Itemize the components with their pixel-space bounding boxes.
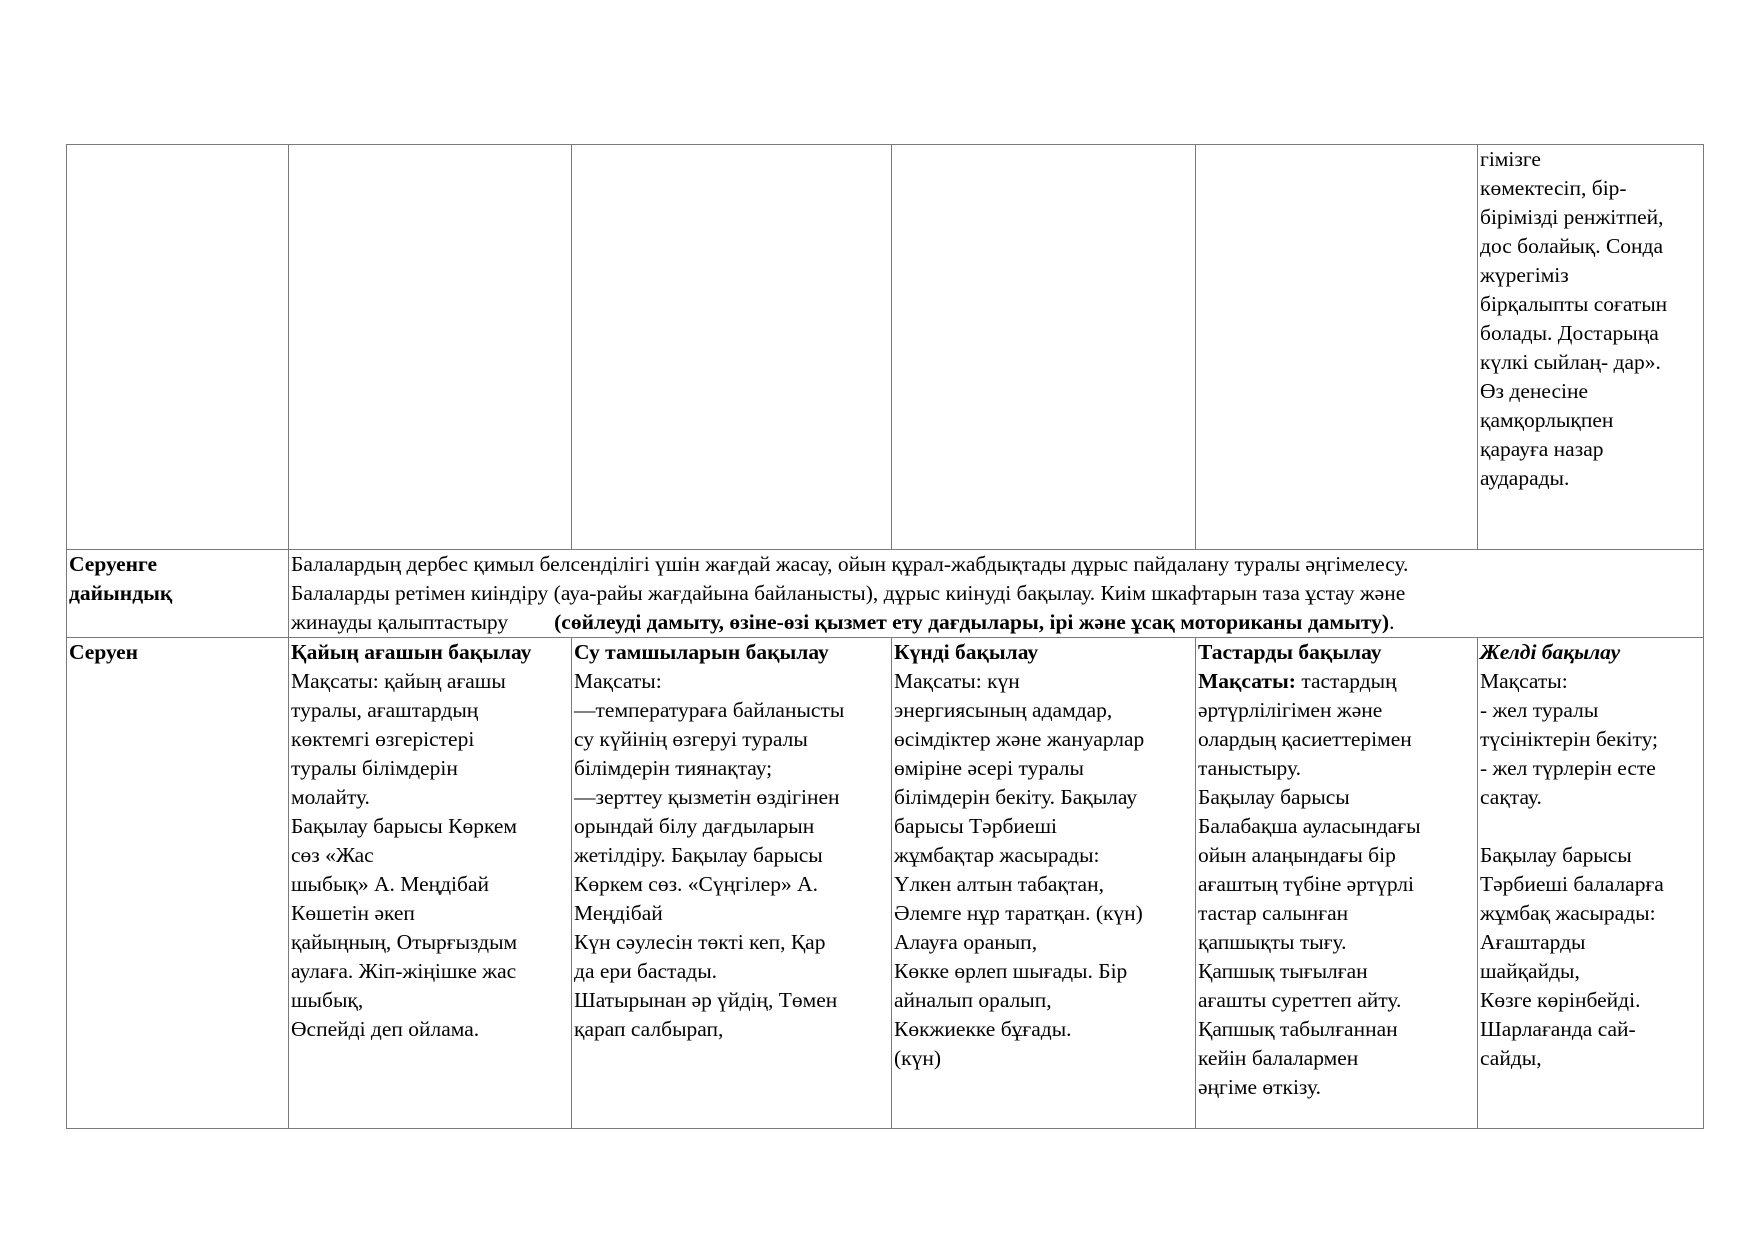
walk-cell-waterdrops xyxy=(572,638,892,1129)
text-line: аулаға. Жіп-жіңішке жас xyxy=(291,959,517,983)
text-line: айналып оралып, xyxy=(894,988,1052,1012)
prep-text-line xyxy=(291,608,1701,637)
prep-text-bold: (сөйлеуді дамыту, өзіне-өзі қызмет ету дағдылары, ірі және ұсақ моториканы дамыту) xyxy=(554,610,1390,634)
text-line: Ағаштарды xyxy=(1480,930,1586,954)
text-line: Шарлағанда сай- xyxy=(1480,1017,1636,1041)
text-line: ағаштың түбіне әртүрлі xyxy=(1198,872,1414,896)
text-line: Алауға оранып, xyxy=(894,930,1038,954)
text-line: ойын алаңындағы бір xyxy=(1198,843,1396,867)
text-line: жетілдіру. Бақылау барысы xyxy=(574,843,823,867)
text-line: көктемгі өзгерістері xyxy=(291,727,475,751)
text-line: Мақсаты: xyxy=(1480,669,1568,693)
text-line: Көркем сөз. «Сүңгілер» А. xyxy=(574,872,818,896)
walk-goal-text: тастардың xyxy=(1295,669,1397,693)
table-row-walk xyxy=(67,638,1704,1129)
text-line: орындай білу дағдыларын xyxy=(574,814,815,838)
schedule-table xyxy=(66,144,1704,1129)
text-line: қайыңның, Отырғыздым xyxy=(291,930,518,954)
walk-title: Күнді бақылау xyxy=(894,640,1039,664)
walk-title: Қайың ағашын бақылау xyxy=(291,640,532,664)
text-line: гімізге xyxy=(1480,147,1541,171)
text-line: тастар салынған xyxy=(1198,901,1349,925)
text-line: қапшықты тығу. xyxy=(1198,930,1347,954)
text-line: шайқайды, xyxy=(1480,959,1580,983)
text-line: дос болайық. Сонда xyxy=(1480,234,1664,258)
text-line: олардың қасиеттерімен xyxy=(1198,727,1412,751)
text-line: шыбық, xyxy=(291,988,364,1012)
text-line: сайды, xyxy=(1480,1046,1542,1070)
text-line: сөз «Жас xyxy=(291,843,374,867)
walk-cell-wind xyxy=(1478,638,1704,1129)
text-line: Бақылау барысы xyxy=(1480,843,1632,867)
walk-goal-label: Мақсаты: xyxy=(1198,669,1296,693)
row-label-line: дайындық xyxy=(69,581,173,605)
walk-cell-sun xyxy=(892,638,1196,1129)
walk-lines xyxy=(574,667,889,1044)
text-line: білімдерін тиянақтау; xyxy=(574,756,773,780)
text-line: Тәрбиеші балаларға xyxy=(1480,872,1664,896)
text-line: Көкке өрлеп шығады. Бір xyxy=(894,959,1128,983)
text-line: қарап салбырап, xyxy=(574,1017,724,1041)
text-line: барысы Тәрбиеші xyxy=(894,814,1057,838)
row-label-line: Серуен xyxy=(69,640,139,664)
text-line: бірімізді ренжітпей, xyxy=(1480,205,1664,229)
text-line: Күн сәулесін төкті кеп, Қар xyxy=(574,930,826,954)
text-line: Өспейді деп ойлама. xyxy=(291,1017,480,1041)
text-line: Көшетін әкеп xyxy=(291,901,415,925)
cell-empty-3 xyxy=(892,145,1196,550)
prep-text-line: Балаларды ретімен киіндіру (ауа-райы жағдайына байланысты), дұрыс киінуді бақылау. Киім шкафтарын таза ұстау және xyxy=(291,581,1406,605)
text-line: - жел туралы xyxy=(1480,698,1599,722)
text-line: кейін балалармен xyxy=(1198,1046,1359,1070)
text-line: қарауға назар xyxy=(1480,437,1604,461)
text-line: сақтау. xyxy=(1480,785,1542,809)
text-line: Қапшық табылғаннан xyxy=(1198,1017,1398,1041)
text-line: Бақылау барысы Көркем xyxy=(291,814,518,838)
table-row-walk-prep xyxy=(67,550,1704,638)
text-line: бірқалыпты соғатын xyxy=(1480,292,1668,316)
text-line: Балабақша ауласындағы xyxy=(1198,814,1421,838)
text-line: Бақылау барысы xyxy=(1198,785,1350,809)
text-line: жұмбақтар жасырады: xyxy=(894,843,1100,867)
walk-cell-birch xyxy=(289,638,572,1129)
text-line: білімдерін бекіту. Бақылау xyxy=(894,785,1138,809)
text-line: - жел түрлерін есте xyxy=(1480,756,1656,780)
text-line: Көзге көрінбейді. xyxy=(1480,988,1641,1012)
text-line: —температураға байланысты xyxy=(574,698,845,722)
walk-lines xyxy=(1480,667,1701,1073)
text-line: ағашты суреттеп айту. xyxy=(1198,988,1402,1012)
text-line: (күн) xyxy=(894,1046,942,1070)
text-line: өсімдіктер және жануарлар xyxy=(894,727,1145,751)
text-line: энергиясының адамдар, xyxy=(894,698,1113,722)
walk-title: Тастарды бақылау xyxy=(1198,640,1382,664)
text-line: әртүрлілігімен және xyxy=(1198,698,1383,722)
cell-empty-2 xyxy=(572,145,892,550)
walk-lines xyxy=(1198,696,1475,1102)
text-line: Мақсаты: қайың ағашы xyxy=(291,669,506,693)
prep-text-end: . xyxy=(1389,610,1395,634)
text-line: жұмбақ жасырады: xyxy=(1480,901,1656,925)
text-line: Әлемге нұр таратқан. (күн) xyxy=(894,901,1143,925)
text-line: түсініктерін бекіту; xyxy=(1480,727,1659,751)
row-label-walk-prep xyxy=(67,550,289,638)
text-line: таныстыру. xyxy=(1198,756,1301,780)
text-line: аударады. xyxy=(1480,466,1570,490)
text-line: Қапшық тығылған xyxy=(1198,959,1368,983)
cell-empty-4 xyxy=(1196,145,1478,550)
walk-prep-text xyxy=(289,550,1704,638)
text-line: қамқорлықпен xyxy=(1480,408,1614,432)
text-line: көмектесіп, бір- xyxy=(1480,176,1627,200)
table-row-continued xyxy=(67,145,1704,550)
text-line: күлкі сыйлаң- дар». xyxy=(1480,350,1661,374)
row-label-line: Серуенге xyxy=(69,552,158,576)
walk-goal xyxy=(1198,667,1475,696)
text-line: өміріне әсері туралы xyxy=(894,756,1084,780)
text-line: әңгіме өткізу. xyxy=(1198,1075,1321,1099)
cell-empty-1 xyxy=(289,145,572,550)
text-line: да ери бастады. xyxy=(574,959,718,983)
text-line: молайту. xyxy=(291,785,370,809)
walk-title: Желді бақылау xyxy=(1480,640,1621,664)
cell-continued-text xyxy=(1478,145,1704,550)
walk-lines xyxy=(291,667,569,1044)
text-line: Меңдібай xyxy=(574,901,663,925)
text-line: —зерттеу қызметін өздігінен xyxy=(574,785,840,809)
row-label-walk xyxy=(67,638,289,1129)
prep-text-plain: жинауды қалыптастыру xyxy=(291,610,509,634)
walk-lines xyxy=(894,667,1193,1073)
text-line: туралы білімдерін xyxy=(291,756,458,780)
text-line: Шатырынан әр үйдің, Төмен xyxy=(574,988,838,1012)
prep-text-line: Балалардың дербес қимыл белсенділігі үшін жағдай жасау, ойын құрал-жабдықтады дұрыс пайдалану туралы әңгімелесу. xyxy=(291,552,1409,576)
text-line: Үлкен алтын табақтан, xyxy=(894,872,1104,896)
text-line: су күйінің өзгеруі туралы xyxy=(574,727,808,751)
cell-empty-label xyxy=(67,145,289,550)
walk-title: Су тамшыларын бақылау xyxy=(574,640,829,664)
text-line: болады. Достарыңа xyxy=(1480,321,1659,345)
walk-cell-stones xyxy=(1196,638,1478,1129)
text-line: Өз денесіне xyxy=(1480,379,1589,403)
text-line: Көкжиекке бұғады. xyxy=(894,1017,1072,1041)
text-line: жүрегіміз xyxy=(1480,263,1569,287)
text-line: шыбық» А. Меңдібай xyxy=(291,872,490,896)
text-line: Мақсаты: күн xyxy=(894,669,1020,693)
text-line xyxy=(1480,812,1701,841)
text-line: туралы, ағаштардың xyxy=(291,698,479,722)
text-line: Мақсаты: xyxy=(574,669,662,693)
